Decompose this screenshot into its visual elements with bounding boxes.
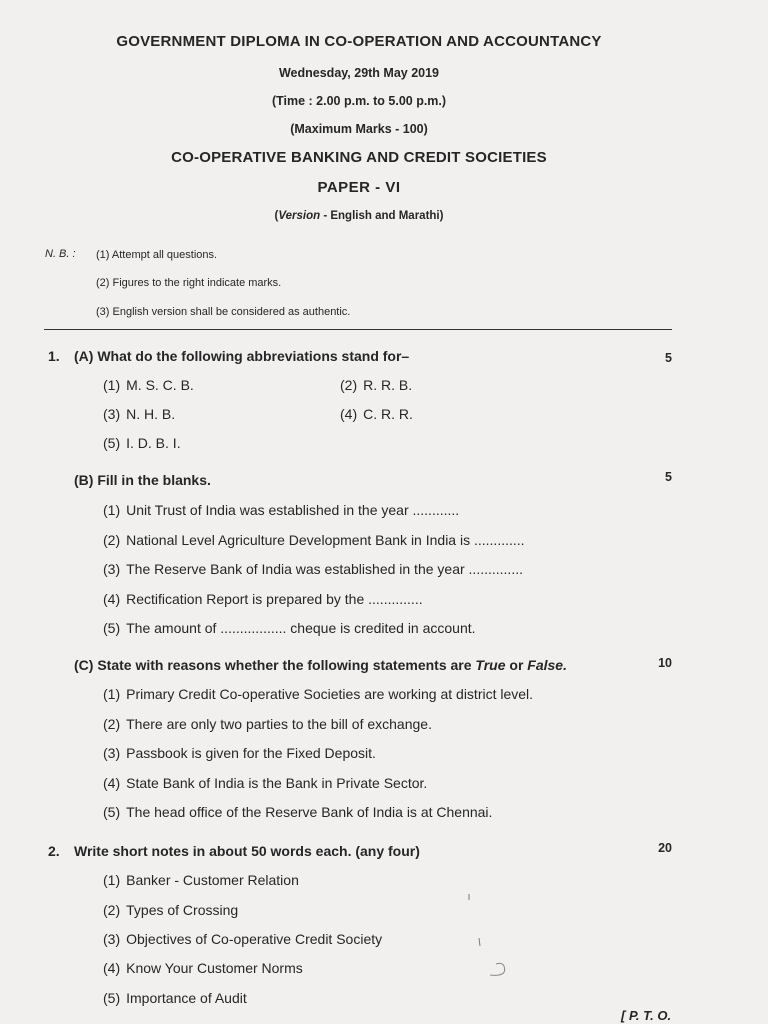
statement-3: (3) Passbook is given for the Fixed Deposit. [103,745,376,761]
question-1b-heading: (B) Fill in the blanks. [74,472,211,488]
blank-3: (3) The Reserve Bank of India was established in the year .............. [103,561,523,577]
short-note-4: (4) Know Your Customer Norms [103,960,303,976]
short-note-5: (5) Importance of Audit [103,990,247,1006]
question-1-number: 1. [48,348,60,364]
question-1a-marks: 5 [665,351,672,365]
please-turn-over: [ P. T. O. [621,1008,672,1023]
nb-label: N. B. : [45,248,76,260]
maximum-marks: (Maximum Marks - 100) [290,122,428,136]
exam-date: Wednesday, 29th May 2019 [278,66,440,80]
short-note-2: (2) Types of Crossing [103,902,239,918]
instruction-3: (3) English version shall be considered as authentic. [96,306,351,318]
instruction-2: (2) Figures to the right indicate marks. [96,277,282,289]
abbreviation-2: (2) R. R. B. [340,377,413,393]
question-1b-marks: 5 [665,470,672,484]
abbreviation-5: (5) I. D. B. I. [103,435,181,451]
blank-4: (4) Rectification Report is prepared by the .............. [103,591,423,607]
question-2-marks: 20 [658,841,672,855]
scan-marks-icon [460,890,510,990]
statement-1: (1) Primary Credit Co-operative Societies are working at district level. [103,686,534,702]
exam-title: GOVERNMENT DIPLOMA IN CO-OPERATION AND ACCOUNTANCY [116,33,602,50]
header-divider [44,329,672,330]
abbreviation-1: (1) M. S. C. B. [103,377,194,393]
statement-4: (4) State Bank of India is the Bank in Private Sector. [103,775,428,791]
version-note: (Version - English and Marathi) [274,210,444,222]
instruction-1: (1) Attempt all questions. [96,249,218,261]
paper-number: PAPER - VI [317,179,401,196]
question-2-heading: Write short notes in about 50 words each. (any four) [74,843,420,859]
statement-2: (2) There are only two parties to the bill of exchange. [103,716,432,732]
exam-time: (Time : 2.00 p.m. to 5.00 p.m.) [271,94,447,108]
blank-5: (5) The amount of ................. cheque is credited in account. [103,620,476,636]
abbreviation-3: (3) N. H. B. [103,406,176,422]
subject-title: CO-OPERATIVE BANKING AND CREDIT SOCIETIES [171,149,547,166]
short-note-3: (3) Objectives of Co-operative Credit Society [103,931,383,947]
question-2-number: 2. [48,843,60,859]
question-1a-heading: (A) What do the following abbreviations stand for– [74,348,410,364]
question-1c-marks: 10 [658,656,672,670]
blank-1: (1) Unit Trust of India was established in the year ............ [103,502,460,518]
abbreviation-4: (4) C. R. R. [340,406,413,422]
blank-2: (2) National Level Agriculture Development Bank in India is ............. [103,532,525,548]
statement-5: (5) The head office of the Reserve Bank of India is at Chennai. [103,804,493,820]
question-1c-heading: (C) State with reasons whether the following statements are True or False. [74,657,567,673]
short-note-1: (1) Banker - Customer Relation [103,872,299,888]
